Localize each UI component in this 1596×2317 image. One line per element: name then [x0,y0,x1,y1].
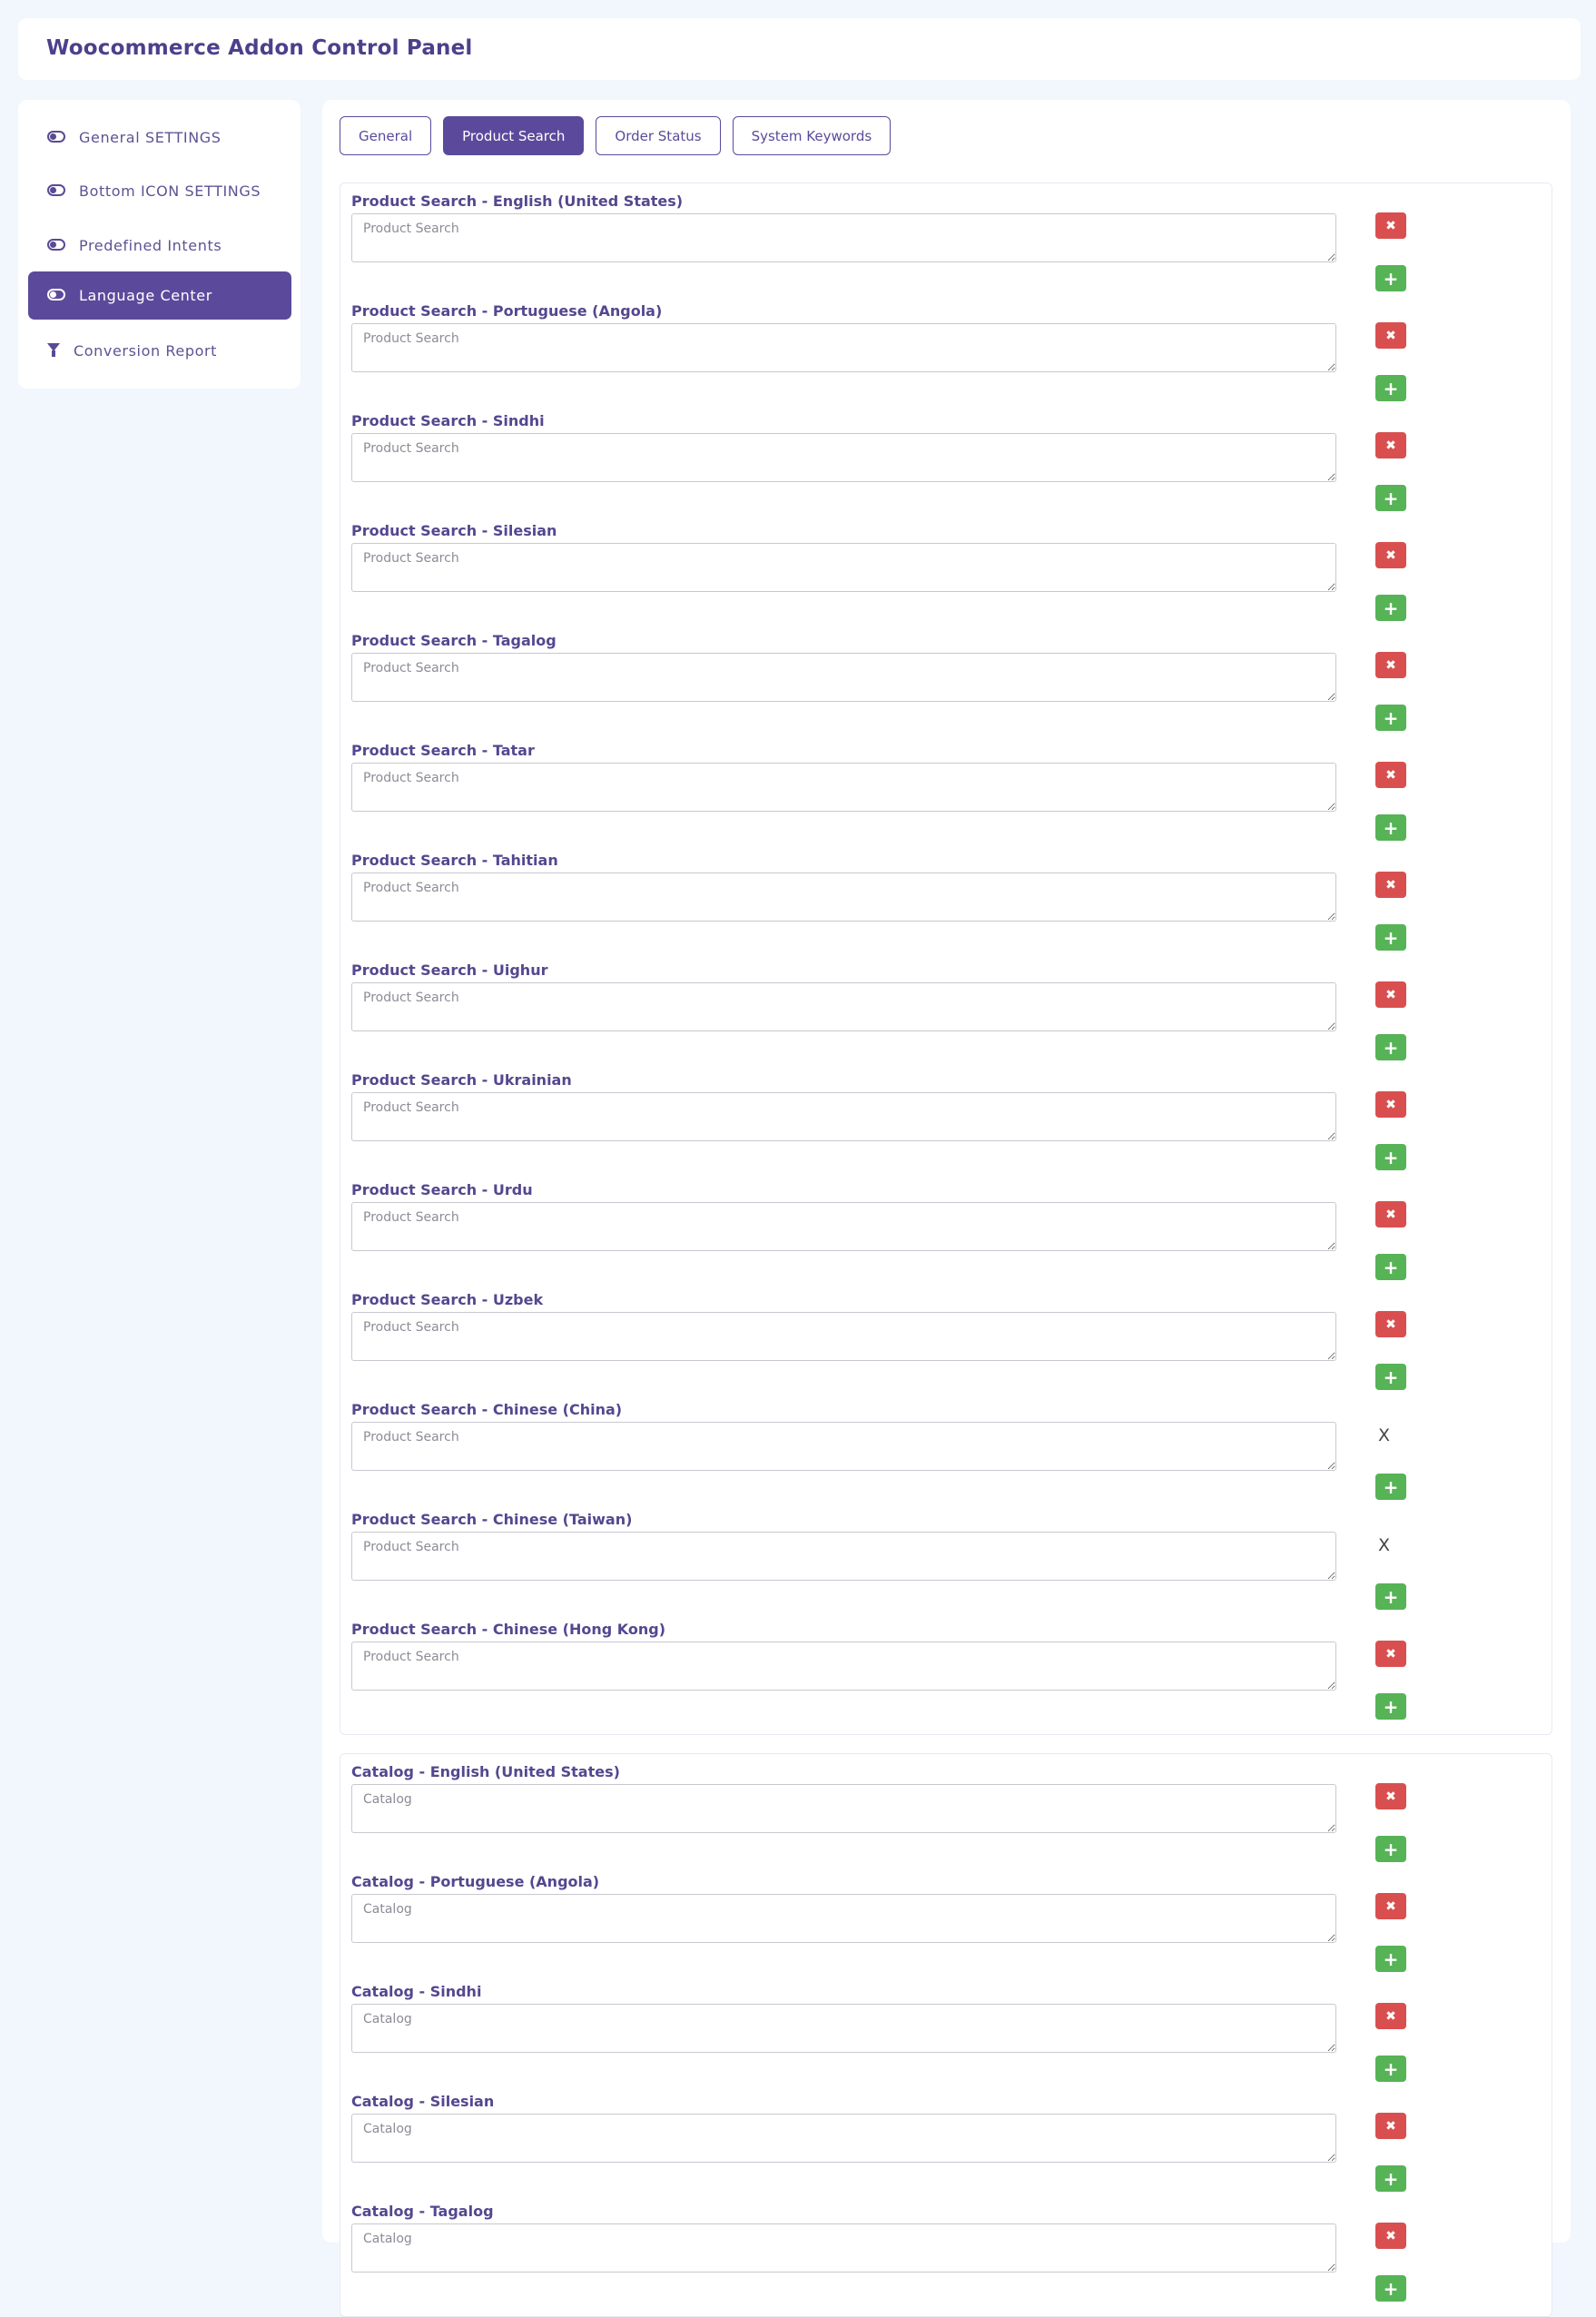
entry-label: Catalog - English (United States) [351,1763,620,1780]
entry-label: Catalog - Portuguese (Angola) [351,1873,600,1890]
sidebar-item-label: Predefined Intents [79,237,222,254]
keyword-textarea[interactable] [351,2114,1336,2163]
sidebar-item-bottom-icon-settings[interactable] [28,167,291,215]
remove-button[interactable]: ✖ [1375,2003,1406,2029]
keyword-textarea[interactable] [351,1202,1336,1251]
language-entry [351,1071,1532,1181]
add-button[interactable]: + [1375,2275,1406,2302]
remove-button[interactable]: ✖ [1375,981,1406,1008]
language-entry [351,412,1532,522]
sidebar-item-conversion-report[interactable] [28,327,291,375]
language-entry [351,2093,1532,2203]
product-search-section [340,182,1552,1735]
keyword-textarea[interactable] [351,1642,1336,1691]
remove-button[interactable]: ✖ [1375,1091,1406,1118]
toggle-icon [47,131,65,143]
add-button[interactable]: + [1375,924,1406,951]
keyword-textarea[interactable] [351,1532,1336,1581]
remove-button[interactable]: ✖ [1375,1641,1406,1667]
keyword-textarea[interactable] [351,1894,1336,1943]
add-button[interactable]: + [1375,1583,1406,1610]
tab-bar [340,116,891,155]
remove-button[interactable]: ✖ [1375,1783,1406,1809]
remove-button[interactable]: ✖ [1375,2113,1406,2139]
language-entry [351,742,1532,852]
sidebar [18,100,300,389]
keyword-textarea[interactable] [351,323,1336,372]
add-button[interactable]: + [1375,2056,1406,2082]
entry-label: Product Search - Silesian [351,522,557,539]
entry-label: Product Search - Chinese (Taiwan) [351,1511,633,1528]
tab-product-search[interactable]: Product Search [443,116,584,155]
entry-label: Product Search - Uzbek [351,1291,544,1308]
add-button[interactable]: + [1375,1034,1406,1060]
remove-button[interactable]: ✖ [1375,762,1406,788]
add-button[interactable]: + [1375,1254,1406,1280]
language-entry [351,1291,1532,1401]
entry-label: Product Search - Chinese (Hong Kong) [351,1621,666,1638]
entry-label: Product Search - Tatar [351,742,535,759]
remove-button[interactable]: ✖ [1375,322,1406,349]
remove-button[interactable]: ✖ [1375,652,1406,678]
entry-label: Catalog - Sindhi [351,1983,482,2000]
entry-label: Product Search - Sindhi [351,412,545,429]
entry-label: Product Search - English (United States) [351,192,684,210]
remove-button[interactable]: ✖ [1375,542,1406,568]
remove-link[interactable]: X [1378,1425,1391,1445]
sidebar-item-label: Language Center [79,287,212,304]
keyword-textarea[interactable] [351,1312,1336,1361]
remove-button[interactable]: ✖ [1375,212,1406,239]
add-button[interactable]: + [1375,1144,1406,1170]
page-title: Woocommerce Addon Control Panel [46,36,473,60]
keyword-textarea[interactable] [351,1784,1336,1833]
add-button[interactable]: + [1375,485,1406,511]
keyword-textarea[interactable] [351,213,1336,262]
sidebar-item-language-center[interactable] [28,271,291,320]
keyword-textarea[interactable] [351,1422,1336,1471]
sidebar-item-label: Conversion Report [74,342,218,360]
remove-button[interactable]: ✖ [1375,1893,1406,1919]
add-button[interactable]: + [1375,1364,1406,1390]
language-entry [351,1621,1532,1730]
toggle-icon [47,289,65,301]
sidebar-item-label: General SETTINGS [79,129,222,146]
add-button[interactable]: + [1375,1836,1406,1862]
add-button[interactable]: + [1375,375,1406,401]
keyword-textarea[interactable] [351,653,1336,702]
language-entry [351,632,1532,742]
keyword-textarea[interactable] [351,873,1336,922]
tab-system-keywords[interactable]: System Keywords [733,116,892,155]
keyword-textarea[interactable] [351,763,1336,812]
keyword-textarea[interactable] [351,543,1336,592]
toggle-icon [47,239,65,251]
filter-icon [47,344,60,351]
language-entry [351,2203,1532,2312]
catalog-section [340,1753,1552,2317]
remove-button[interactable]: ✖ [1375,2223,1406,2249]
entry-label: Product Search - Tagalog [351,632,557,649]
keyword-textarea[interactable] [351,433,1336,482]
language-entry [351,1763,1532,1873]
entry-label: Catalog - Tagalog [351,2203,494,2220]
tab-general[interactable]: General [340,116,431,155]
toggle-icon [47,184,65,196]
main-panel [322,100,1571,2300]
language-entry [351,1873,1532,1983]
sidebar-item-predefined-intents[interactable] [28,222,291,270]
keyword-textarea[interactable] [351,2004,1336,2053]
entry-label: Product Search - Urdu [351,1181,533,1198]
language-entry [351,1401,1532,1511]
add-button[interactable]: + [1375,265,1406,291]
entry-label: Product Search - Portuguese (Angola) [351,302,663,320]
remove-button[interactable]: ✖ [1375,872,1406,898]
language-entry [351,852,1532,961]
add-button[interactable]: + [1375,595,1406,621]
entry-label: Product Search - Tahitian [351,852,558,869]
entry-label: Product Search - Chinese (China) [351,1401,623,1418]
language-entry [351,1511,1532,1621]
remove-button[interactable]: ✖ [1375,432,1406,458]
add-button[interactable]: + [1375,2165,1406,2192]
entry-label: Catalog - Silesian [351,2093,495,2110]
language-entry [351,192,1532,302]
language-entry [351,522,1532,632]
add-button[interactable]: + [1375,1946,1406,1972]
entry-label: Product Search - Uighur [351,961,548,979]
tab-order-status[interactable]: Order Status [596,116,720,155]
sidebar-item-general-settings[interactable] [28,113,291,162]
keyword-textarea[interactable] [351,1092,1336,1141]
language-entry [351,961,1532,1071]
remove-button[interactable]: ✖ [1375,1311,1406,1337]
keyword-textarea[interactable] [351,982,1336,1031]
add-button[interactable]: + [1375,1693,1406,1720]
add-button[interactable]: + [1375,814,1406,841]
add-button[interactable]: + [1375,705,1406,731]
sidebar-item-label: Bottom ICON SETTINGS [79,182,261,200]
add-button[interactable]: + [1375,1474,1406,1500]
remove-button[interactable]: ✖ [1375,1201,1406,1228]
language-entry [351,302,1532,412]
language-entry [351,1181,1532,1291]
remove-link[interactable]: X [1378,1535,1391,1555]
page-header [18,18,1581,80]
language-entry [351,1983,1532,2093]
keyword-textarea[interactable] [351,2223,1336,2273]
entry-label: Product Search - Ukrainian [351,1071,572,1089]
